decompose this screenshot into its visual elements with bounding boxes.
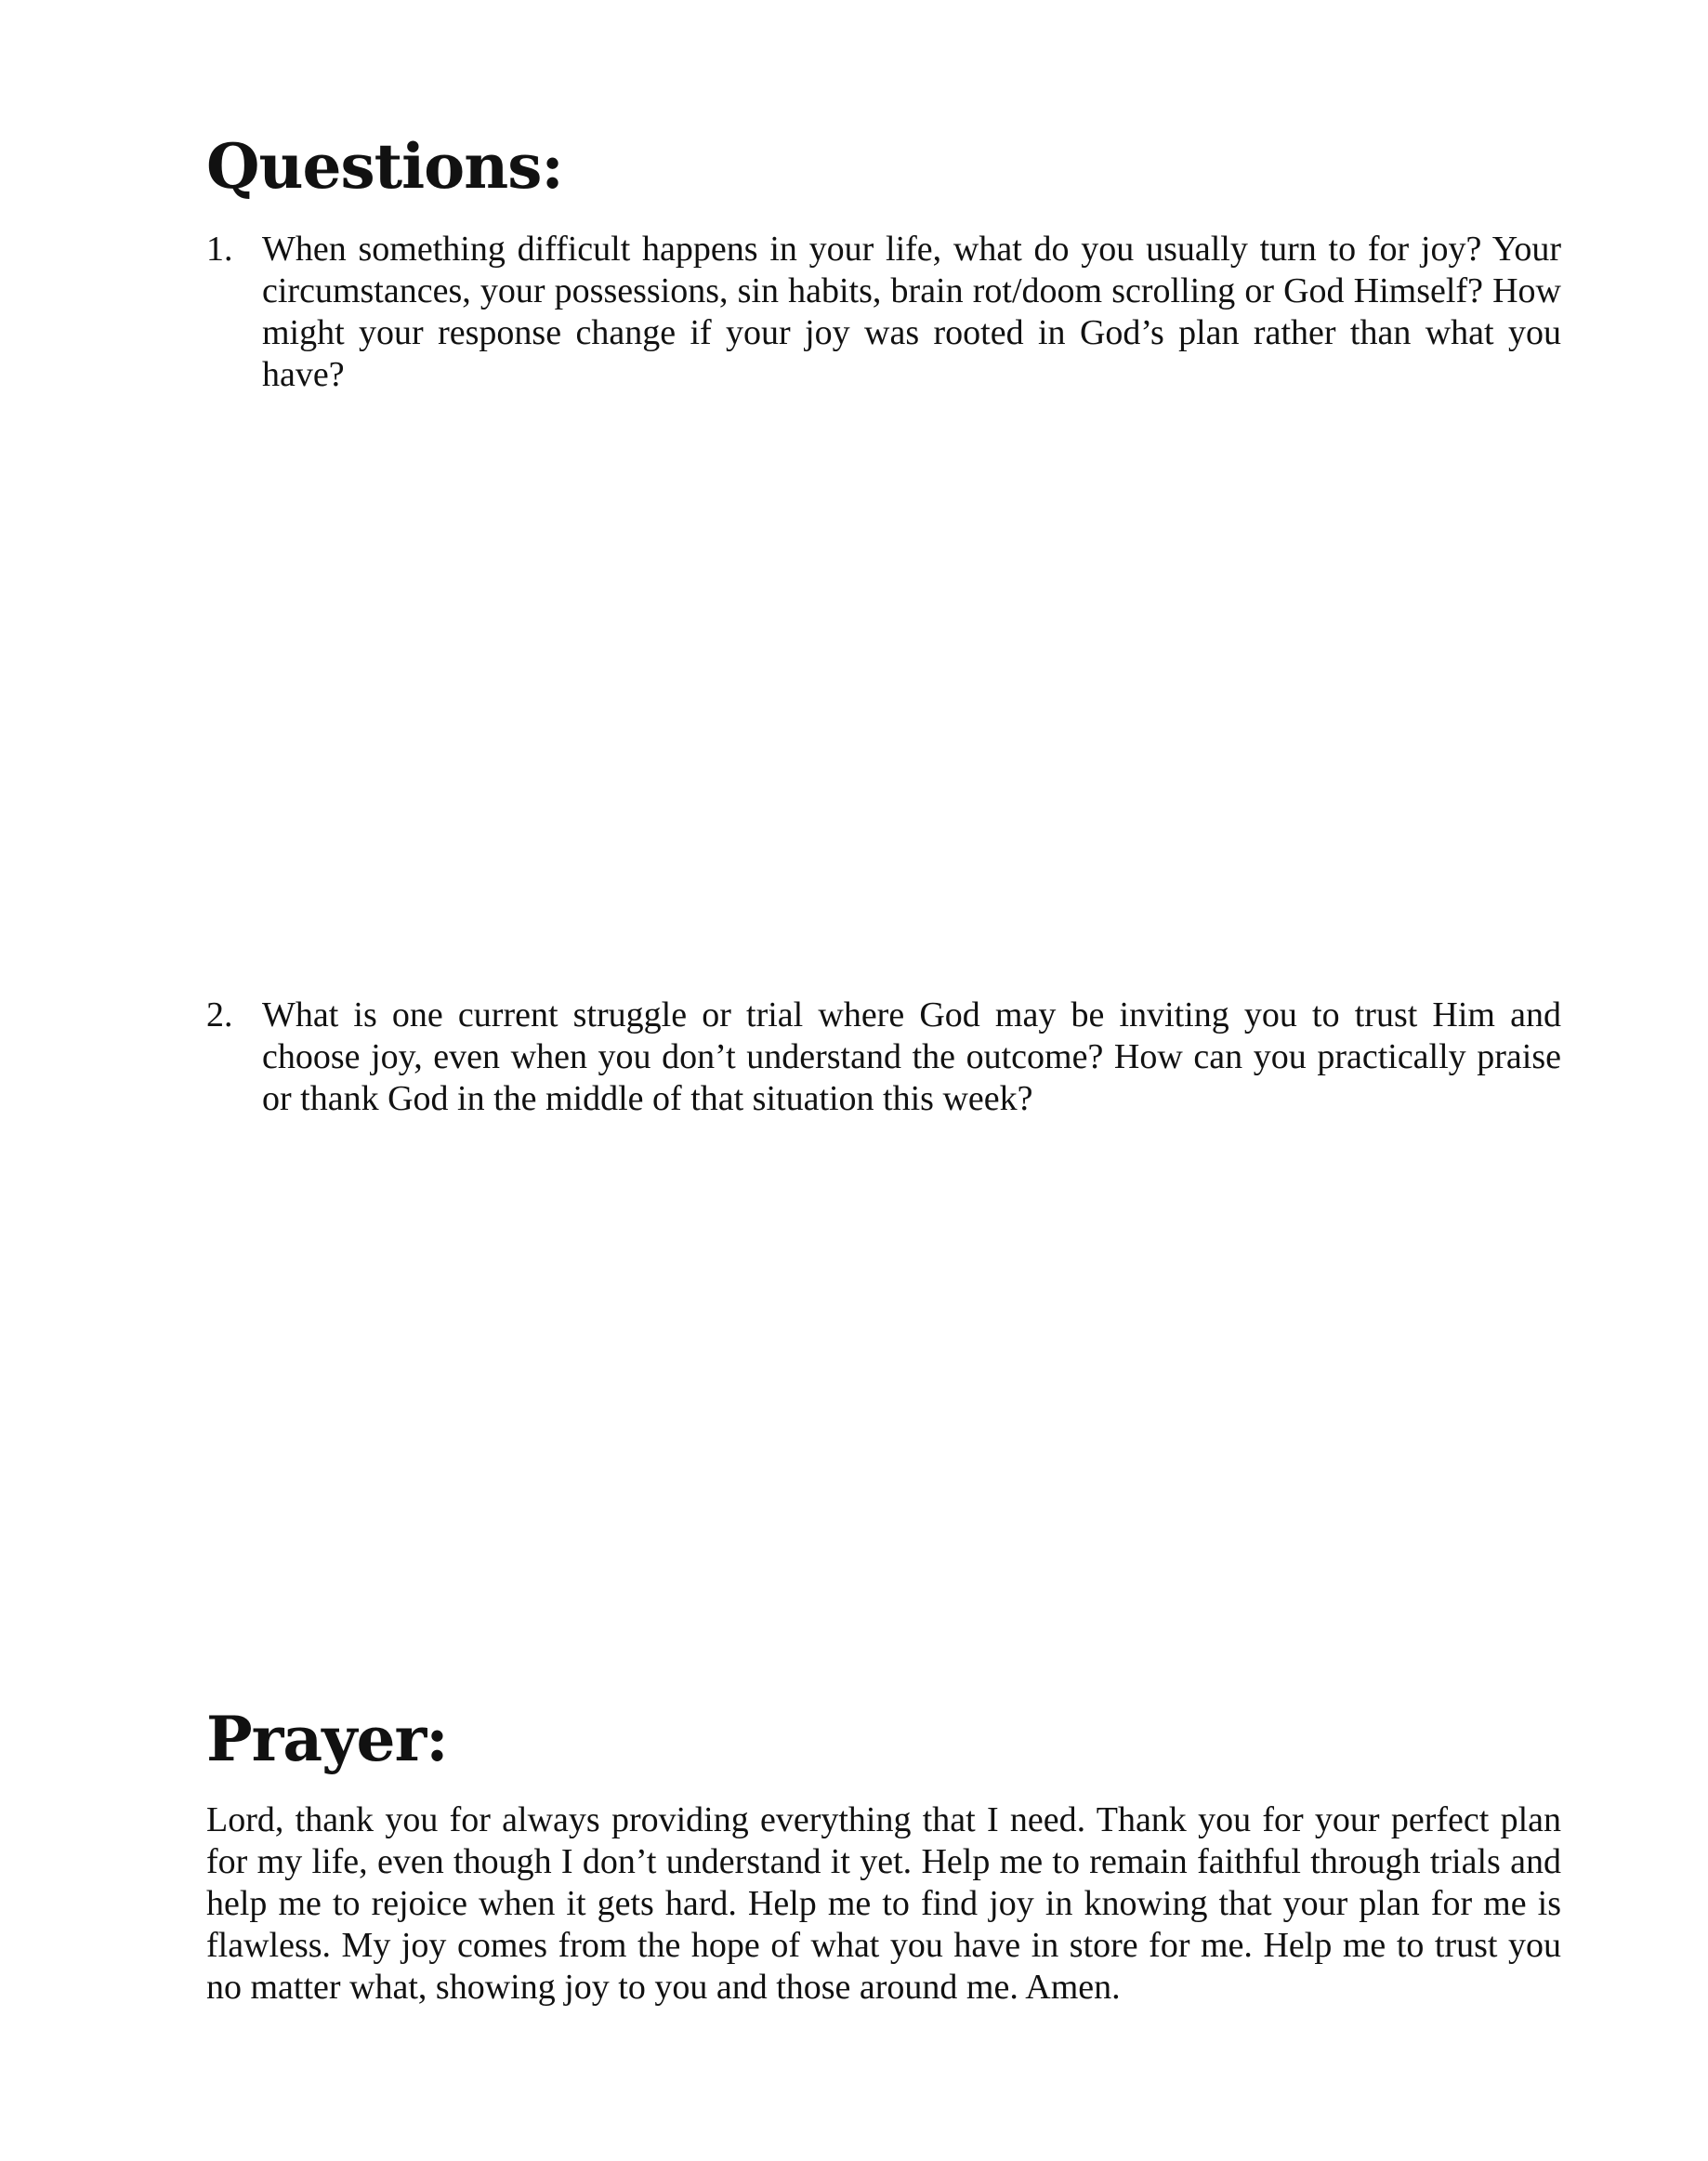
- question-list-2: [206, 995, 1561, 1120]
- question-item-1: [206, 229, 1561, 396]
- question-item-2: [206, 995, 1561, 1120]
- question-list-1: [206, 229, 1561, 396]
- question-text: When something difficult happens in your life, what do you usually turn to for joy? Your circumstances, your possessions, sin habits, brain rot/doom scrolling or God Himself? How might your response change if your joy was rooted in God’s plan rather than what you have?: [262, 230, 1561, 394]
- questions-heading: Questions:: [206, 130, 563, 203]
- prayer-text: Lord, thank you for always providing everything that I need. Thank you for your perfect plan for my life, even though I don’t understand it yet. Help me to remain faithful through trials and help me to rejoice when it gets hard. Help me to find joy in knowing that your plan for me is flawless. My joy comes from the hope of what you have in store for me. Help me to trust you no matter what, showing joy to you and those around me. Amen.: [206, 1800, 1561, 2007]
- question-text: What is one current struggle or trial where God may be inviting you to trust Him and choose joy, even when you don’t understand the outcome? How can you practically praise or thank God in the middle of that situation this week?: [262, 995, 1561, 1118]
- prayer-heading: Prayer:: [206, 1703, 448, 1775]
- question-number: 2.: [206, 995, 233, 1034]
- question-number: 1.: [206, 230, 233, 269]
